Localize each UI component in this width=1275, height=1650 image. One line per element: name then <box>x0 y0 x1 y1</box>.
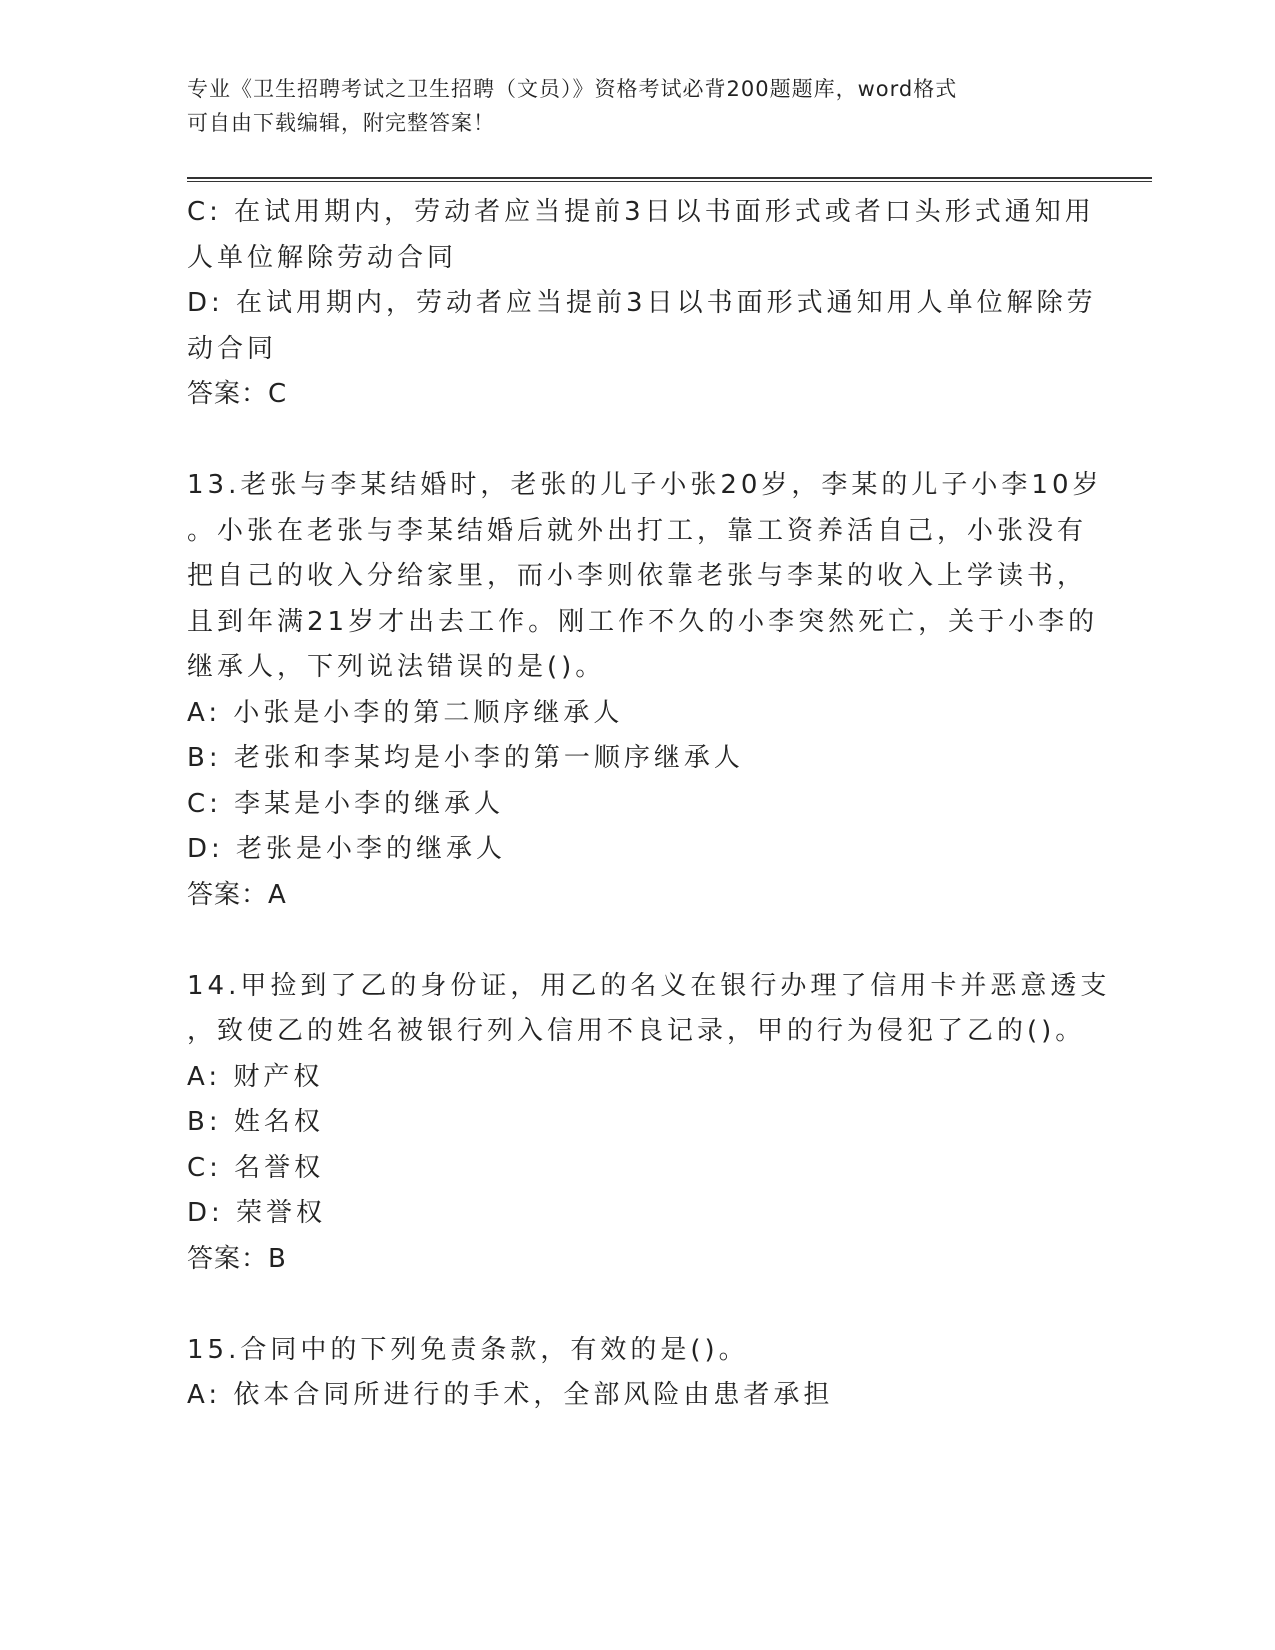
answer-line: 答案：C <box>187 379 288 409</box>
header-title-line-1: 专业《卫生招聘考试之卫生招聘（文员）》资格考试必背200题题库，word格式 <box>187 77 958 101</box>
header-divider <box>187 177 1152 182</box>
option-a: A: 小张是小李的第二顺序继承人 <box>187 697 624 728</box>
option-a: A: 财产权 <box>187 1061 324 1092</box>
question-15 <box>187 1328 1067 1419</box>
question-stem-line: 且到年满21岁才出去工作。刚工作不久的小李突然死亡，关于小李的 <box>187 606 1099 637</box>
option-d-line-2: 动合同 <box>187 333 278 364</box>
answer-line: 答案：A <box>187 879 287 910</box>
option-c: C: 名誉权 <box>187 1152 325 1183</box>
spacer <box>187 918 1067 964</box>
option-d-line-1: D: 在试用期内，劳动者应当提前3日以书面形式通知用人单位解除劳 <box>187 288 1097 318</box>
option-c: C: 李某是小李的继承人 <box>187 788 505 819</box>
question-stem-line: 13.老张与李某结婚时，老张的儿子小张20岁，李某的儿子小李10岁 <box>187 470 1103 500</box>
spacer <box>187 418 1067 464</box>
option-b: B: 老张和李某均是小李的第一顺序继承人 <box>187 743 744 773</box>
question-stem-line: 14.甲捡到了乙的身份证，用乙的名义在银行办理了信用卡并恶意透支 <box>187 970 1111 1001</box>
document-header <box>187 72 1067 140</box>
header-title-line-2: 可自由下载编辑，附完整答案！ <box>187 111 495 135</box>
question-stem-line: ，致使乙的姓名被银行列入信用不良记录，甲的行为侵犯了乙的()。 <box>187 1016 1086 1046</box>
question-13 <box>187 463 1103 918</box>
spacer <box>187 1282 1067 1328</box>
option-d: D: 老张是小李的继承人 <box>187 834 507 864</box>
answer-line: 答案：B <box>187 1243 287 1274</box>
option-b: B: 姓名权 <box>187 1107 324 1137</box>
option-a: A: 依本合同所进行的手术，全部风险由患者承担 <box>187 1380 834 1410</box>
question-14 <box>187 964 1111 1283</box>
question-stem-line: 。小张在老张与李某结婚后就外出打工，靠工资养活自己，小张没有 <box>187 515 1088 546</box>
question-stem-line: 把自己的收入分给家里，而小李则依靠老张与李某的收入上学读书， <box>187 561 1088 591</box>
option-c-line-2: 人单位解除劳动合同 <box>187 242 458 273</box>
question-12-continued <box>187 190 1097 418</box>
question-stem-line: 15.合同中的下列免责条款，有效的是()。 <box>187 1334 749 1365</box>
question-list <box>187 190 1111 1419</box>
question-stem-line: 继承人，下列说法错误的是()。 <box>187 652 606 682</box>
option-c-line-1: C: 在试用期内，劳动者应当提前3日以书面形式或者口头形式通知用 <box>187 197 1095 227</box>
option-d: D: 荣誉权 <box>187 1198 327 1228</box>
